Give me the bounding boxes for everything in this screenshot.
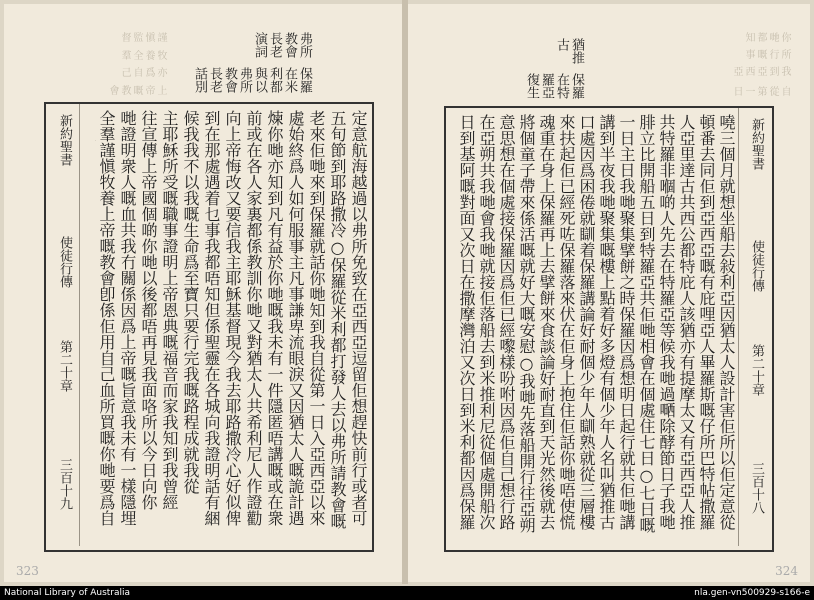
note-text: 弗所教會長老演詞 <box>252 32 312 58</box>
faint-text: 謹愼監督 <box>119 32 166 43</box>
running-title: 新約聖書 <box>749 118 764 170</box>
margin-note <box>524 38 584 106</box>
text-column: 魂重在身上保羅再上去擘餅來食談論好耐直到天光然後就去 <box>537 114 556 530</box>
book-name: 使徒行傳 <box>749 240 764 292</box>
show-through-text <box>730 32 790 102</box>
text-column: 候我我不以我嘅生命爲至寶只要行完我嘅路程成就我從 <box>181 110 200 494</box>
text-column: 往宣傳上帝國個啲你哋以後都唔再見我面咯所以今日向你 <box>139 110 158 510</box>
margin-note <box>192 32 312 100</box>
page-folio: 323 <box>16 564 39 578</box>
footer-library-name: National Library of Australia <box>4 588 131 598</box>
right-page <box>408 4 810 582</box>
text-column: 腓立比開船五日到特羅亞共佢哋相會在個處住七日○七日嘅 <box>637 114 656 533</box>
text-column: 講到半夜我哋聚集嘅樓上點着好多燈有個少年人名叫猶推古 <box>597 114 616 530</box>
text-frame <box>444 106 774 552</box>
page-number: 三百十九 <box>57 458 72 510</box>
text-column: 哋證明衆人嘅血共我冇關係因爲上帝嘅旨意我未有一樣隱埋 <box>118 110 137 526</box>
faint-text: 自從第一日 <box>731 85 790 96</box>
note-text: 保羅在米利都與以弗所教會長老話別 <box>192 67 312 93</box>
divider <box>738 108 739 546</box>
page-folio: 324 <box>775 564 798 578</box>
text-column: 到在那處遇着乜事我都唔知但係聖靈在各城向我證明話有綑 <box>202 110 221 526</box>
faint-text: 所行嘅事 <box>743 48 790 59</box>
text-column: 前或在各人家裏都係教訓你哋又對猶太人共希利尼人作證勸 <box>244 110 263 526</box>
text-frame <box>44 102 374 552</box>
page-number: 三百十八 <box>749 462 764 514</box>
text-column: 嘵三個月就想坐船去敍利亞因猶太人設計害佢所以佢定意從 <box>717 114 736 530</box>
faint-text: 我到亞西亞 <box>731 65 790 76</box>
text-column: 五旬節到耶路撒冷○保羅從米利都打發人去以弗所請教會嘅 <box>328 110 347 529</box>
text-column: 全羣謹愼牧養上帝嘅教會卽係佢用自己血所買嘅你哋要爲自 <box>97 110 116 526</box>
chapter-label: 第二十章 <box>57 340 72 392</box>
text-column: 口處因爲困倦就瞓着保羅講論好耐個少年人瞓熟就從三層樓 <box>577 114 596 530</box>
text-column: 在亞朔共我哋會我哋就接佢落船去到米推利尼從個處開船次 <box>477 114 496 530</box>
text-column: 意思想在個處接保羅因爲佢已經嚟樣吩咐因爲佢自己想行路 <box>497 114 516 530</box>
text-column: 頓番去同佢到亞西亞嘅有庇哩亞人畢羅斯嘅仔所巴特帖撒羅 <box>697 114 716 530</box>
show-through-text <box>106 32 166 102</box>
text-column: 老來佢哋來到保羅就話你哋知到我自從第一日入亞西亞以來 <box>307 110 326 526</box>
faint-text: 牧養全羣 <box>119 49 166 60</box>
footer-bar <box>0 586 814 600</box>
text-column: 共特羅非嗰啲人先去在特羅亞等候我哋過嗮除酵節日子我哋 <box>657 114 676 530</box>
text-column: 一日主日我哋聚集擘餅之時保羅因爲想明日起行就共佢哋講 <box>617 114 636 530</box>
text-column: 將個童子帶來係活嘅就好大嘅安慰○我哋先落船開行往亞朔 <box>517 114 536 533</box>
text-column: 人亞里達古共西公都特庇人該猶亦有提摩太又有亞西亞人推 <box>677 114 696 530</box>
faint-text: 亦爲自己 <box>119 67 166 78</box>
footer-identifier: nla.gen-vn500929-s166-e <box>694 588 810 598</box>
text-column: 處始終爲人如何服事主凡事謙卑流眼淚又因猶太人嘅詭計遇 <box>286 110 305 526</box>
text-column: 日到基阿嘅對面又次日在撒摩灣泊又次日到米利都因爲保羅 <box>457 114 476 530</box>
divider <box>79 104 80 546</box>
text-body <box>82 110 368 540</box>
note-text: 保羅在特羅亞復生 <box>524 73 584 99</box>
running-title: 新約聖書 <box>57 114 72 166</box>
text-column: 定意航海越過以弗所免致在亞西亞逗留佢想趕快前行或者可 <box>349 110 368 526</box>
note-text: 猶推古 <box>554 38 584 64</box>
text-column: 向上帝悔改又要信我主耶穌基督現今我去耶路撒冷心好似俾 <box>223 110 242 526</box>
text-column: 來扶起佢已經死咗保羅落來伏在佢身上抱住佢話你哋唔使慌 <box>557 114 576 530</box>
left-page <box>4 4 402 582</box>
chapter-label: 第二十章 <box>749 344 764 396</box>
text-column: 煉你哋亦知到凡有益於你哋嘅我未有一件隱匿唔講嘅或在衆 <box>265 110 284 526</box>
faint-text: 上帝嘅教會 <box>107 84 166 95</box>
faint-text: 你哋都知 <box>743 32 790 42</box>
text-body <box>446 114 736 540</box>
text-column: 主耶穌所受嘅職事證明上帝恩典嘅福音而家我知到我曾經 <box>160 110 179 510</box>
book-name: 使徒行傳 <box>57 236 72 288</box>
